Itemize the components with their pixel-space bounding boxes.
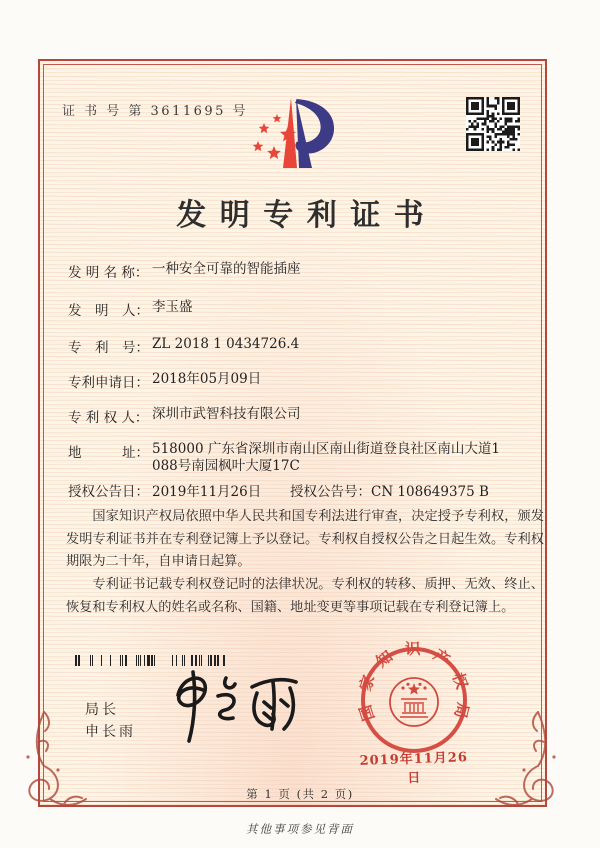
field-value: 李玉盛: [152, 299, 193, 315]
field-label: 专利申请日：: [68, 375, 149, 391]
field-value: 一种安全可靠的智能插座: [152, 261, 301, 277]
field-label: 授权公告日：: [68, 484, 149, 500]
field-label: 发 明 人：: [68, 303, 149, 319]
national-emblem: [390, 678, 438, 726]
director-block: [85, 699, 136, 743]
field-label: 地 址：: [68, 445, 149, 461]
legal-text-block: [66, 506, 544, 620]
back-side-note: 其他事项参见背面: [246, 822, 354, 836]
field-value: 2018年05月09日: [152, 371, 262, 387]
field-invention-name: [68, 261, 546, 281]
cnipa-patent-logo-icon: [243, 84, 383, 189]
grant-number: CN 108649375 B: [371, 484, 489, 500]
page-number: 第 1 页 (共 2 页): [246, 787, 354, 801]
field-label: 专 利 权 人：: [68, 410, 149, 426]
field-grant-announcement: [68, 480, 546, 500]
legal-paragraph-2: 专利证书记载专利权登记时的法律状况。专利权的转移、质押、无效、终止、恢复和专利权人的姓名或名称、国籍、地址变更等事项记载在专利登记簿上。: [66, 577, 544, 615]
legal-paragraph-1: 国家知识产权局依照中华人民共和国专利法进行审查，决定授予专利权，颁发发明专利证书并在专利登记簿上予以登记。专利权自授权公告之日起生效。专利权期限为二十年，自申请日起算。: [66, 509, 544, 570]
certificate-number: 证 书 号 第 3611695 号: [62, 104, 249, 119]
certificate-title: 发明专利证书: [176, 198, 438, 233]
handwritten-signature-icon: [160, 663, 318, 751]
director-title: 局长: [85, 702, 119, 718]
seal-date: 2019年11月26日: [359, 750, 469, 787]
field-label: 授权公告号：: [290, 484, 371, 500]
qr-code-icon: [466, 97, 520, 151]
grant-number-group: [290, 480, 489, 500]
field-address: [68, 441, 546, 475]
field-application-date: [68, 371, 546, 391]
address-line-2: 088号南园枫叶大厦17C: [152, 458, 300, 474]
field-label: 专 利 号：: [68, 340, 149, 356]
field-value: ZL 2018 1 0434726.4: [152, 336, 300, 352]
field-value: [152, 441, 524, 475]
official-red-seal-icon: [352, 638, 476, 762]
director-name: 申长雨: [85, 724, 136, 740]
field-patent-number: [68, 336, 546, 356]
address-line-1: 518000 广东省深圳市南山区南山街道登良社区南山大道1: [152, 441, 500, 457]
seal-text: 国家知识产权局: [355, 639, 474, 724]
field-inventor: [68, 299, 546, 319]
field-patentee: [68, 406, 546, 426]
grant-date: 2019年11月26日: [152, 484, 262, 500]
field-label: 发 明 名 称：: [68, 265, 149, 281]
field-value: 深圳市武智科技有限公司: [152, 406, 301, 422]
